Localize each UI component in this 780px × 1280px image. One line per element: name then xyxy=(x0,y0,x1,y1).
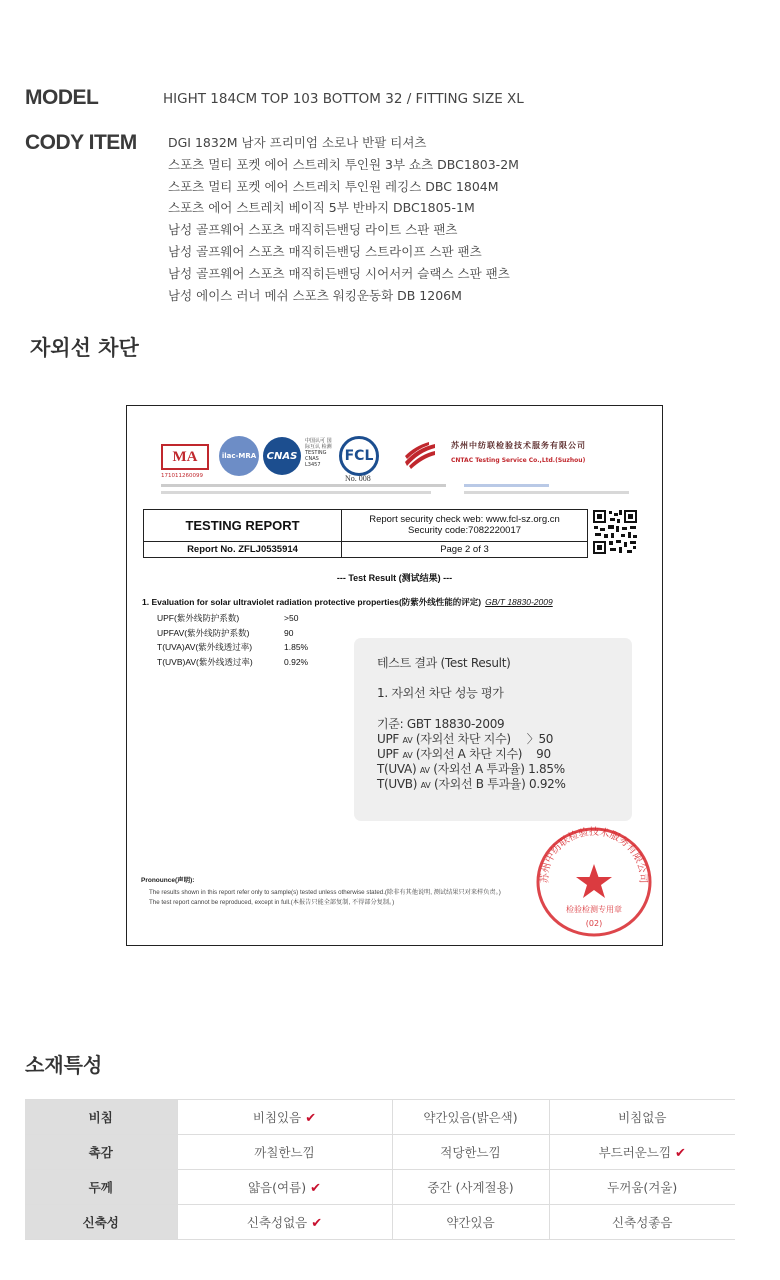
cody-item: 남성 골프웨어 스포츠 매직히든밴딩 라이트 스판 팬츠 xyxy=(168,222,458,238)
cnas-logo: CNAS xyxy=(263,437,301,475)
pronounce-line: The test report cannot be reproduced, except in full.(本报告只能全部复制, 不得部分复制。) xyxy=(149,899,395,906)
test-report-image xyxy=(126,405,663,946)
material-option-label: 비침없음 xyxy=(618,1110,667,1125)
material-option-label: 부드러운느낌 xyxy=(598,1145,672,1160)
cody-item: 스포츠 멀티 포켓 에어 스트레치 투인원 레깅스 DBC 1804M xyxy=(168,178,499,194)
svg-text:检验检测专用章: 检验检测专用章 xyxy=(566,905,622,914)
cody-item-list xyxy=(168,132,519,306)
material-row xyxy=(25,1135,735,1170)
ko-box-title: 테스트 결과 (Test Result) xyxy=(377,656,511,670)
material-option xyxy=(392,1135,549,1170)
official-stamp-icon xyxy=(535,826,653,938)
material-row xyxy=(25,1170,735,1205)
material-row-label: 신축성 xyxy=(25,1205,177,1240)
address-line xyxy=(161,491,431,494)
material-option-label: 약간있음(밝은색) xyxy=(423,1110,518,1125)
cody-item: 남성 에이스 러너 메쉬 스포츠 워킹운동화 DB 1206M xyxy=(168,287,462,303)
check-mark-icon: ✔ xyxy=(305,1111,317,1126)
company-en-name: CNTAC Testing Service Co.,Ltd.(Suzhou) xyxy=(451,457,586,464)
material-option xyxy=(549,1170,735,1205)
material-table xyxy=(25,1099,735,1240)
report-value: 90 xyxy=(284,627,294,638)
check-mark-icon: ✔ xyxy=(311,1216,323,1231)
material-option xyxy=(177,1170,392,1205)
pronounce-label: Pronounce(声明): xyxy=(141,877,195,884)
ma-logo: MA xyxy=(161,444,209,470)
cody-item: 남성 골프웨어 스포츠 매직히든밴딩 시어서커 슬랙스 스판 팬츠 xyxy=(168,265,510,281)
material-option-label: 까칠한느낌 xyxy=(254,1145,315,1160)
ko-desc: (자외선 B 투과율) xyxy=(430,777,526,791)
material-option xyxy=(177,1205,392,1240)
report-number: Report No. ZFLJ0535914 xyxy=(144,541,342,557)
security-info xyxy=(342,510,588,542)
svg-text:苏州中纺联检验技术服务有限公司: 苏州中纺联检验技术服务有限公司 xyxy=(539,826,649,884)
material-option xyxy=(392,1100,549,1135)
material-option-label: 적당한느낌 xyxy=(440,1145,501,1160)
report-value-row xyxy=(157,626,308,641)
material-option xyxy=(177,1100,392,1135)
report-value: 0.92% xyxy=(284,656,309,667)
ma-number: 171011260099 xyxy=(161,473,203,479)
report-page: Page 2 of 3 xyxy=(342,541,588,557)
report-value-row xyxy=(157,655,308,670)
material-option-label: 신축성없음 xyxy=(246,1215,308,1230)
test-result-heading: --- Test Result (测试结果) --- xyxy=(336,573,453,583)
report-value: >50 xyxy=(284,613,299,623)
ko-value: 1.85% xyxy=(528,762,565,776)
evaluation-standard: GB/T 18830-2009 xyxy=(485,597,553,607)
material-option-label: 두꺼움(겨울) xyxy=(607,1180,678,1195)
fcl-logo: FCL xyxy=(339,436,379,476)
model-row xyxy=(25,86,524,110)
report-value-key: UPF(紫外线防护系数) xyxy=(157,613,240,623)
security-web: Report security check web: www.fcl-sz.org.cn xyxy=(369,514,560,526)
material-option xyxy=(392,1170,549,1205)
ko-desc: (자외선 A 차단 지수) xyxy=(412,747,523,761)
check-mark-icon: ✔ xyxy=(310,1181,321,1196)
material-row-label: 두께 xyxy=(25,1170,177,1205)
report-value-key: T(UVB)AV(紫外线透过率) xyxy=(157,656,253,667)
material-option-label: 얇음(여름) xyxy=(248,1180,307,1195)
material-option-label: 신축성좋음 xyxy=(612,1215,673,1230)
material-row-label: 촉감 xyxy=(25,1135,177,1170)
report-value: 1.85% xyxy=(284,642,309,652)
ko-av: AV xyxy=(402,751,413,760)
korean-result-box xyxy=(354,638,632,821)
cody-label: CODY ITEM xyxy=(25,131,137,154)
material-row xyxy=(25,1100,735,1135)
ko-av: AV xyxy=(420,781,431,790)
report-values xyxy=(157,611,308,669)
uv-section-title: 자외선 차단 xyxy=(30,336,139,360)
report-header-table xyxy=(143,509,588,558)
material-option xyxy=(549,1100,735,1135)
ko-metric: T(UVA) xyxy=(377,762,417,776)
cody-item: DGI 1832M 남자 프리미엄 소로나 반팔 티셔츠 xyxy=(168,135,427,150)
material-row xyxy=(25,1205,735,1240)
ko-value: 〉50 xyxy=(526,732,554,746)
ko-desc: (자외선 차단 지수) xyxy=(412,732,511,746)
ko-value: 90 xyxy=(536,747,551,761)
ko-desc: (자외선 A 투과율) xyxy=(429,762,525,776)
report-value-key: UPFAV(紫外线防护系数) xyxy=(157,627,250,638)
cody-row xyxy=(25,131,137,155)
cntac-logo-icon xyxy=(403,440,437,470)
cody-item: 스포츠 멀티 포켓 에어 스트레치 투인원 3부 쇼츠 DBC1803-2M xyxy=(168,156,519,172)
ko-box-section: 1. 자외선 차단 성능 평가 xyxy=(377,686,504,700)
report-logo-bar xyxy=(159,436,639,488)
material-option-label: 비침있음 xyxy=(252,1110,302,1125)
fcl-number: No. 008 xyxy=(345,474,371,483)
evaluation-line xyxy=(142,596,553,608)
company-cn-name: 苏州中纺联检验技术服务有限公司 xyxy=(451,441,586,450)
ko-metric: UPF xyxy=(377,732,400,746)
svg-text:(02): (02) xyxy=(585,919,603,928)
report-value-row xyxy=(157,611,308,626)
ko-av: AV xyxy=(402,736,413,745)
report-value-row xyxy=(157,640,308,655)
model-value: HIGHT 184CM TOP 103 BOTTOM 32 / FITTING SIZE XL xyxy=(163,91,524,107)
material-section-title: 소재특성 xyxy=(25,1053,103,1077)
cody-item: 스포츠 에어 스트레치 베이직 5부 반바지 DBC1805-1M xyxy=(168,200,475,216)
material-option xyxy=(177,1135,392,1170)
cnas-text: 中国认可 国际互认 检测 TESTING CNAS L3457 xyxy=(305,438,332,468)
pronounce-line: The results shown in this report refer only to sample(s) tested unless otherwise stated.(除非有其他说明, 测试结果只对来样负责。) xyxy=(149,889,501,896)
ko-av: AV xyxy=(419,766,430,775)
material-option-label: 약간있음 xyxy=(446,1215,495,1230)
material-option-label: 중간 (사계절용) xyxy=(427,1180,514,1195)
ko-box-line xyxy=(377,775,566,792)
check-mark-icon: ✔ xyxy=(675,1146,686,1161)
cody-item: 남성 골프웨어 스포츠 매직히든밴딩 스트라이프 스판 팬츠 xyxy=(168,243,482,259)
address-line xyxy=(161,484,446,487)
material-row-label: 비침 xyxy=(25,1100,177,1135)
qr-code-icon xyxy=(592,509,638,555)
evaluation-text: 1. Evaluation for solar ultraviolet radiation protective properties(防紫外线性能的评定) xyxy=(142,597,482,607)
security-code: Security code:7082220017 xyxy=(407,525,522,537)
model-label: MODEL xyxy=(25,86,99,109)
ilac-mra-logo: ilac-MRA xyxy=(219,436,259,476)
report-value-key: T(UVA)AV(紫外线透过率) xyxy=(157,642,253,652)
material-option xyxy=(549,1135,735,1170)
contact-line xyxy=(464,491,629,494)
web-line xyxy=(464,484,549,487)
ko-metric: UPF xyxy=(377,747,400,761)
ko-metric: T(UVB) xyxy=(377,777,418,791)
material-option xyxy=(392,1205,549,1240)
report-title: TESTING REPORT xyxy=(144,510,342,542)
ko-box-standard: 기준: GBT 18830-2009 xyxy=(377,717,505,731)
ko-value: 0.92% xyxy=(529,777,566,791)
material-option xyxy=(549,1205,735,1240)
